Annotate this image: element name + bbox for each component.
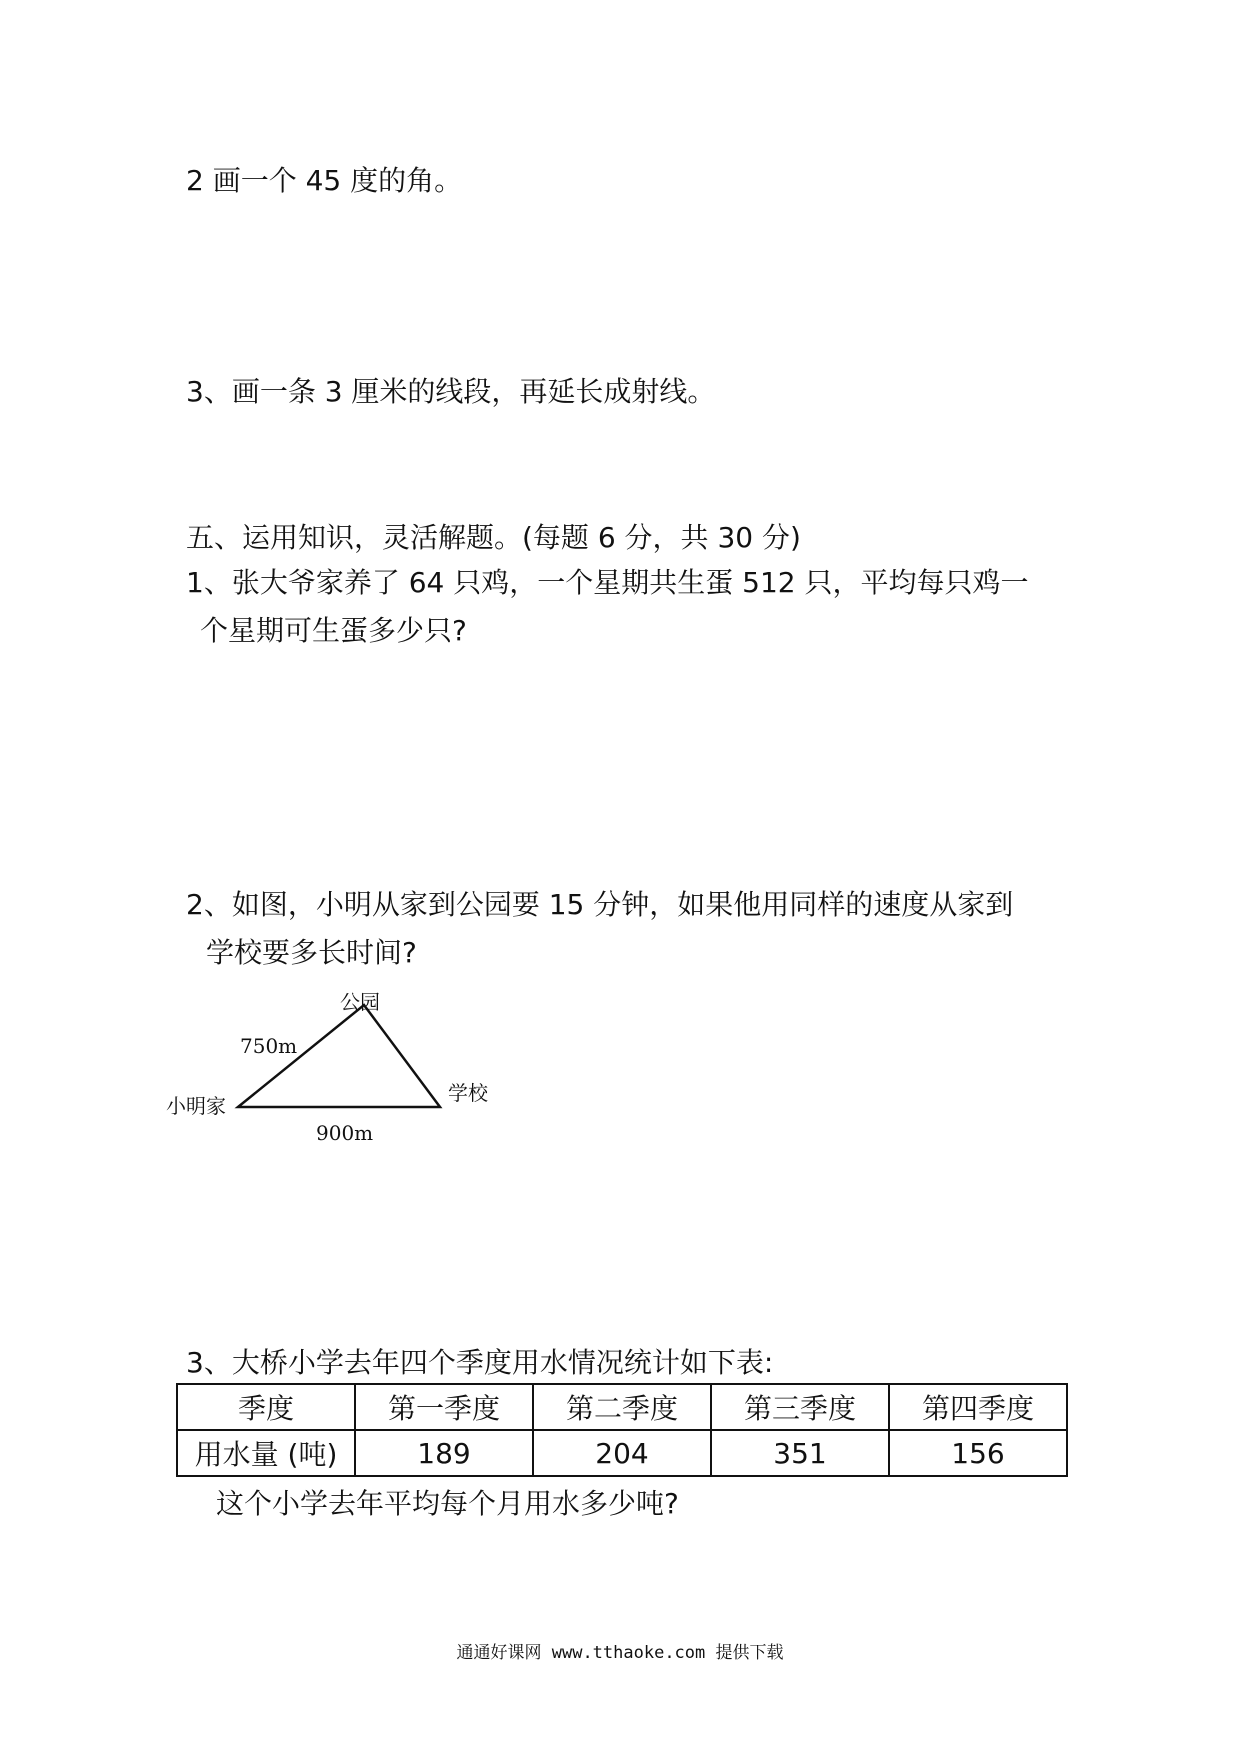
table-cell: 351 xyxy=(711,1430,889,1476)
table-cell: 第三季度 xyxy=(711,1384,889,1430)
table-cell: 189 xyxy=(355,1430,533,1476)
question-5-2-line1: 2、如图，小明从家到公园要 15 分钟，如果他用同样的速度从家到 xyxy=(186,888,1014,921)
table-cell: 季度 xyxy=(177,1384,355,1430)
label-home: 小明家 xyxy=(166,1094,226,1118)
question-4-3: 3、画一条 3 厘米的线段，再延长成射线。 xyxy=(186,375,716,408)
table-cell: 第四季度 xyxy=(889,1384,1067,1430)
label-school: 学校 xyxy=(448,1081,488,1105)
table-cell: 第二季度 xyxy=(533,1384,711,1430)
question-4-2: 2 画一个 45 度的角。 xyxy=(186,164,463,197)
question-5-2-line2: 学校要多长时间? xyxy=(206,936,417,969)
label-home-to-school: 900m xyxy=(316,1121,374,1145)
question-5-3-intro: 3、大桥小学去年四个季度用水情况统计如下表: xyxy=(186,1346,774,1379)
page-footer: 通通好课网 www.tthaoke.com 提供下载 xyxy=(456,1643,784,1663)
question-5-3-question: 这个小学去年平均每个月用水多少吨? xyxy=(216,1487,679,1520)
table-cell: 156 xyxy=(889,1430,1067,1476)
table-cell: 204 xyxy=(533,1430,711,1476)
table-cell: 第一季度 xyxy=(355,1384,533,1430)
table-header-row xyxy=(177,1384,1067,1430)
table-row xyxy=(177,1430,1067,1476)
section-5-title: 五、运用知识，灵活解题。(每题 6 分，共 30 分) xyxy=(186,521,801,554)
question-5-1-line2: 个星期可生蛋多少只? xyxy=(200,614,467,647)
question-5-1-line1: 1、张大爷家养了 64 只鸡，一个星期共生蛋 512 只，平均每只鸡一 xyxy=(186,566,1029,599)
table-cell: 用水量 (吨) xyxy=(177,1430,355,1476)
triangle-diagram xyxy=(150,985,510,1155)
label-park: 公园 xyxy=(340,990,380,1014)
water-usage-table xyxy=(176,1383,1068,1477)
label-home-to-park: 750m xyxy=(240,1034,298,1058)
